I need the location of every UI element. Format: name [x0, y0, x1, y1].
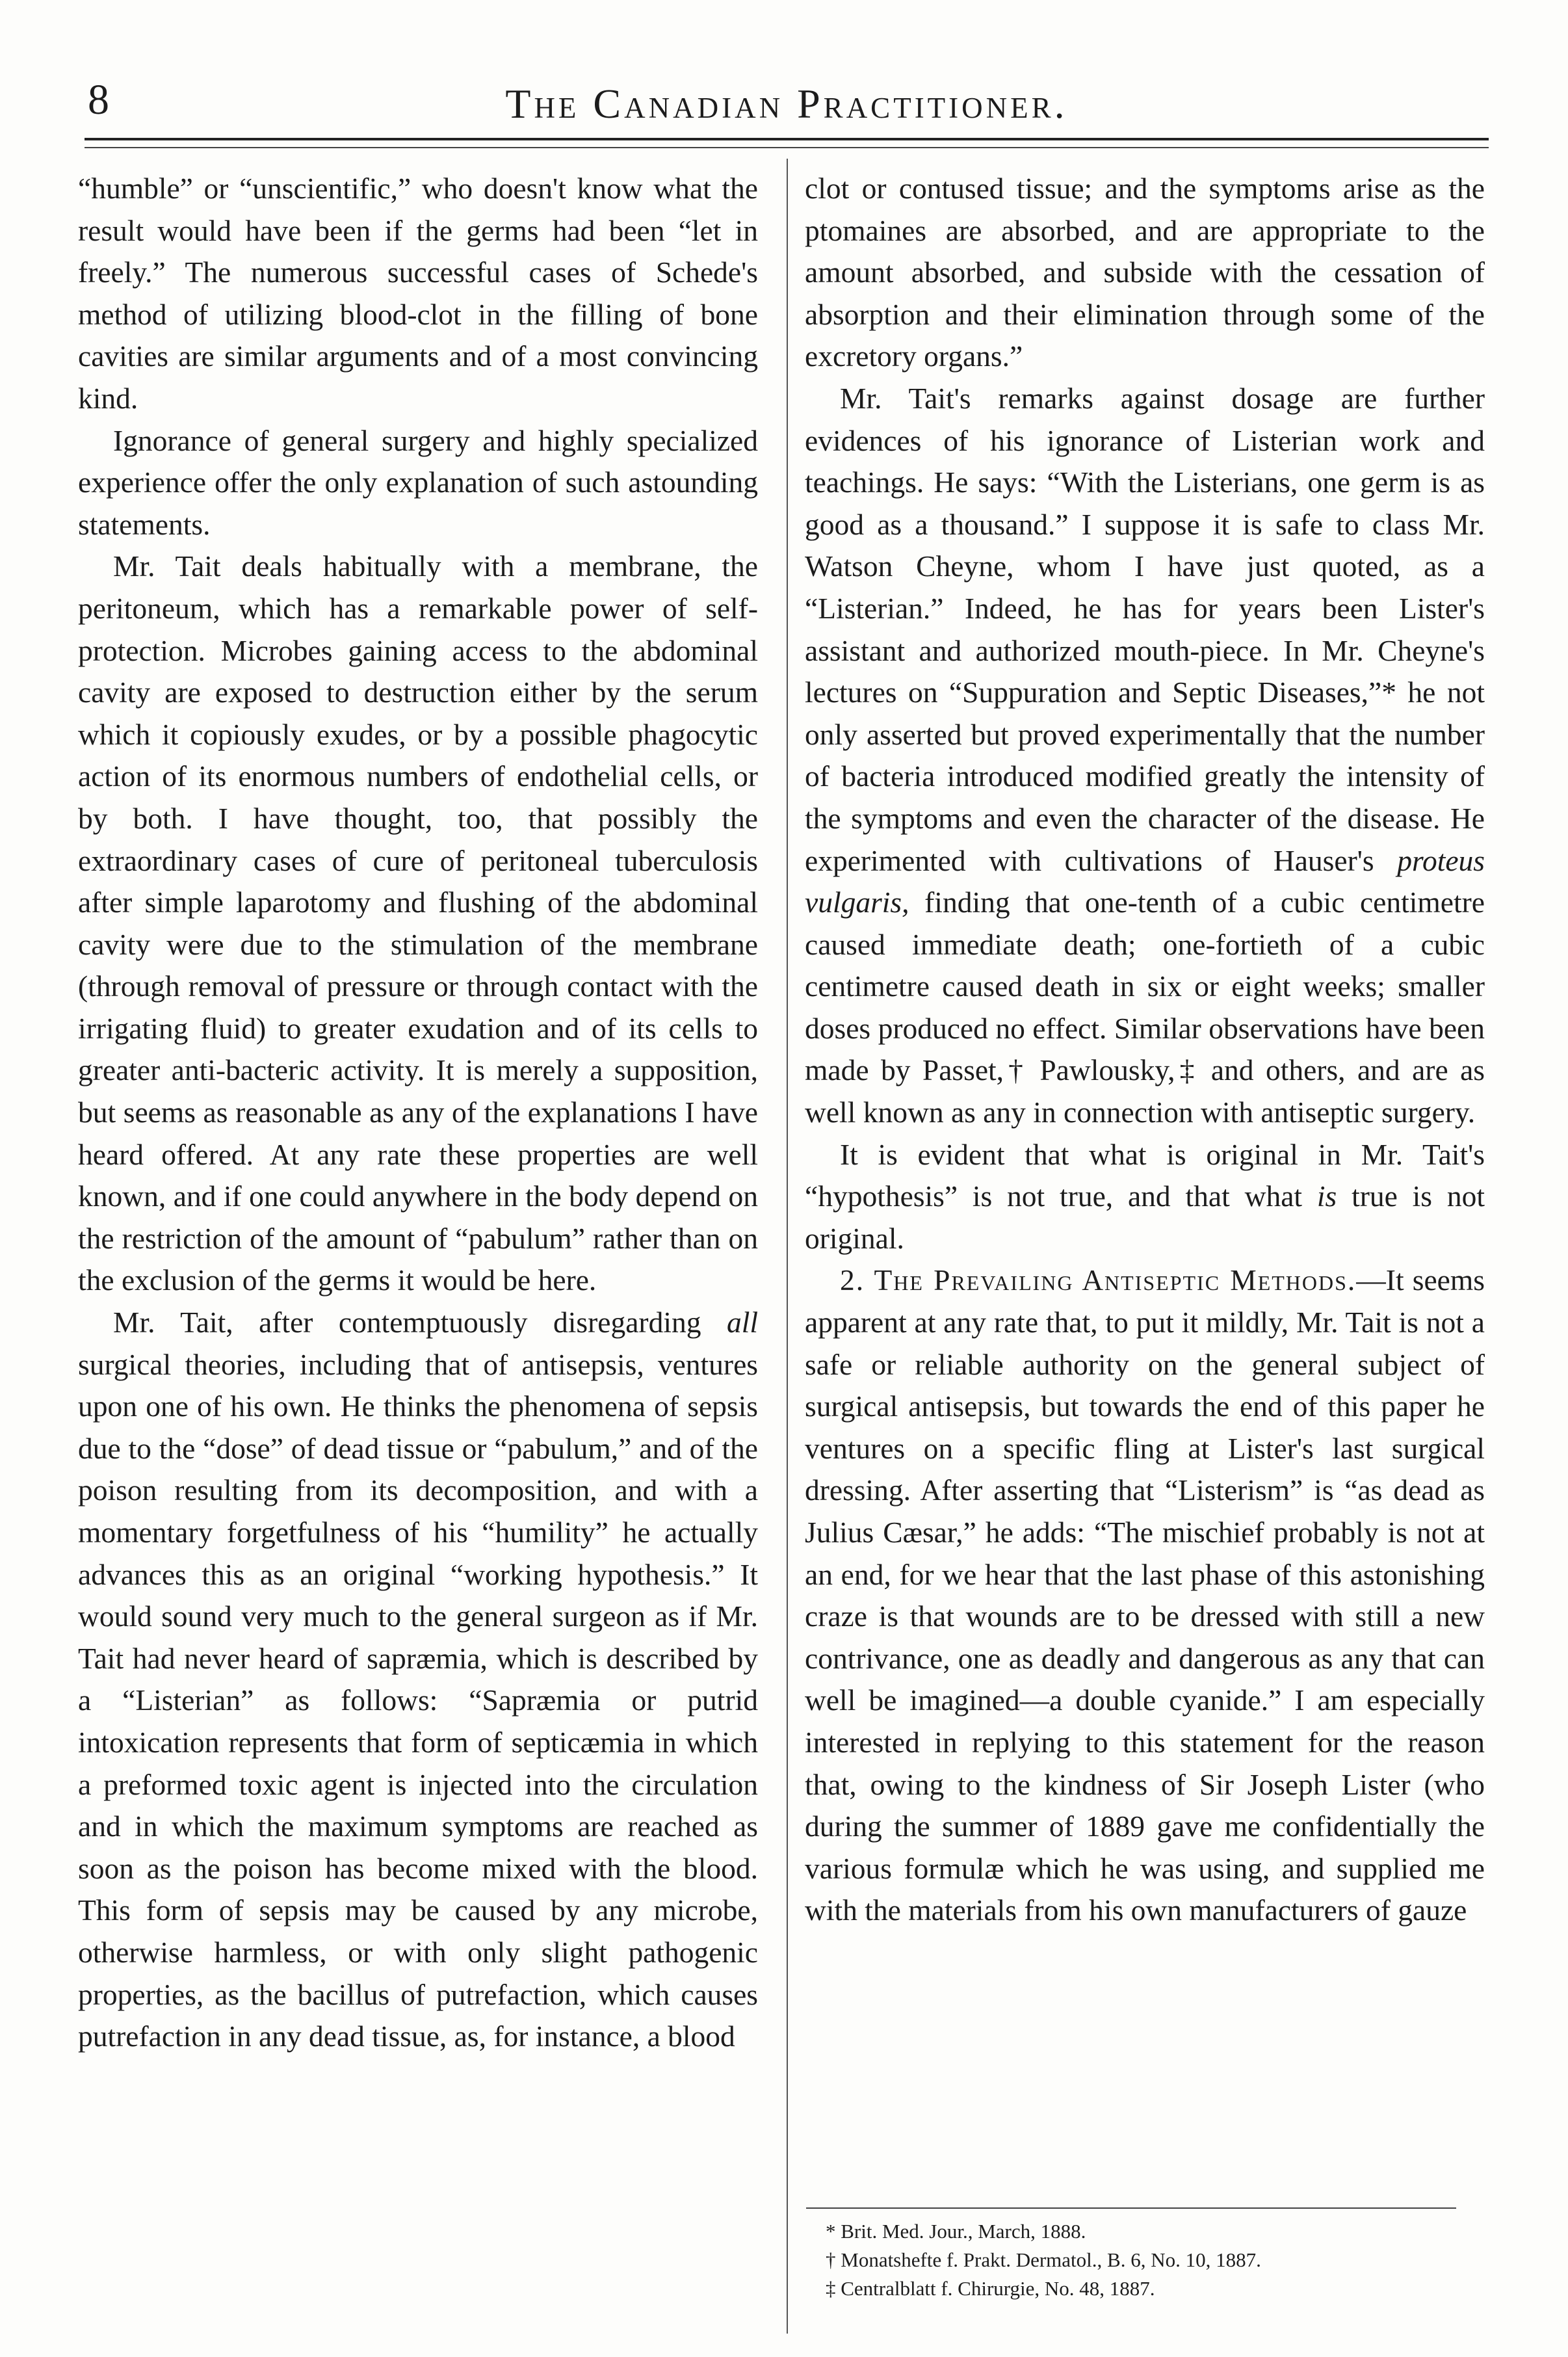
paragraph: “humble” or “unscientific,” who doesn't know what the result would have been if the germs had been “let in freely.” The numerous successful cases of Schede's method of utilizing blood-clot in the filling of bone cavities are similar arguments and of a most convincing kind.	[78, 172, 758, 415]
text-run: true is not original.	[805, 1179, 1485, 1255]
header-rule-thin	[85, 147, 1489, 148]
text-run: —It seems apparent at any rate that, to put it mildly, Mr. Tait is not a safe or reliable authority on the general subject of surgical antisepsis, but towards the end of this paper he ventures on a specific fling at Lister's last surgical dressing. After asserting that “Listerism” is “as dead as Julius Cæsar,” he adds: “The mischief probably is not at an end, for we hear that the last phase of this astonishing craze is that wounds are to be dressed with still a new contrivance, one as deadly and dangerous as any that can well be imagined—a double cyanide.” I am especially interested in replying to this statement for the reason that, owing to the kindness of Sir Joseph Lister (who during the summer of 1889 gave me confidentially the various formulæ which he was using, and supplied me with the materials from his own manufacturers of gauze	[805, 1263, 1485, 1927]
column-divider	[787, 159, 788, 2334]
paragraph	[805, 378, 1485, 1134]
text-run: Mr. Tait's remarks against dosage are further evidences of his ignorance of Listerian work and teachings. He says: “With the Listerians, one germ is as good as a thousand.” I suppose it is safe to class Mr. Watson Cheyne, whom I have just quoted, as a “Listerian.” Indeed, he has for years been Lister's assistant and authorized mouth-piece. In Mr. Cheyne's lectures on “Suppuration and Septic Diseases,”* he not only asserted but proved experimentally that the number of bacteria introduced modified greatly the intensity of the symptoms and even the character of the disease. He experimented with cultivations of Hauser's	[805, 381, 1485, 877]
header-rule	[85, 138, 1489, 140]
running-title: The Canadian Practitioner.	[505, 81, 1068, 127]
text-run: Mr. Tait, after contemptuously disregarding	[113, 1306, 727, 1339]
paragraph	[78, 1302, 758, 2058]
text-run: It is evident that what is original in Mr. Tait's “hypothesis” is not true, and that what	[805, 1137, 1485, 1213]
footnote: * Brit. Med. Jour., March, 1888.	[826, 2220, 1086, 2243]
footnotes	[826, 2217, 1476, 2303]
italic-text: proteus vulgaris,	[805, 843, 1485, 919]
italic-text: all	[726, 1306, 758, 1339]
paragraph	[805, 1134, 1485, 1260]
paragraph: clot or contused tissue; and the symptoms arise as the ptomaines are absorbed, and are appropriate to the amount absorbed, and subside with the cessation of absorption and their elimination through some of the excretory organs.”	[805, 172, 1485, 373]
paragraph: Ignorance of general surgery and highly specialized experience offer the only explanation of such astounding statements.	[78, 423, 758, 541]
footnote: † Monatshefte f. Prakt. Dermatol., B. 6, No. 10, 1887.	[826, 2248, 1261, 2271]
text-run: surgical theories, including that of antisepsis, ventures upon one of his own. He thinks the phenomena of sepsis due to the “dose” of dead tissue or “pabulum,” and of the poison resulting from its decomposition, and with a momentary forgetfulness of his “humility” he actually advances this as an original “working hypothesis.” It would sound very much to the general surgeon as if Mr. Tait had never heard of sapræmia, which is described by a “Listerian” as follows: “Sapræmia or putrid intoxication represents that form of septicæmia in which a preformed toxic agent is injected into the circulation and in which the maximum symptoms are reached as soon as the poison has become mixed with the blood. This form of sepsis may be caused by any microbe, otherwise harmless, or with only slight pathogenic properties, as the bacillus of putrefaction, which causes putrefaction in any dead tissue, as, for instance, a blood	[78, 1347, 758, 2053]
page-header	[78, 65, 1495, 137]
section-heading: 2. The Prevailing Antiseptic Methods.	[840, 1263, 1357, 1297]
paragraph: Mr. Tait deals habitually with a membrane, the peritoneum, which has a remarkable power of self-protection. Microbes gaining access to the abdominal cavity are exposed to destruction either by the serum which it copiously exudes, or by a possible phagocytic action of its enormous numbers of endothelial cells, or by both. I have thought, too, that possibly the extraordinary cases of cure of peritoneal tuberculosis after simple laparotomy and flushing of the abdominal cavity were due to the stimulation of the membrane (through removal of pressure or through contact with the irrigating fluid) to greater exudation and of its cells to greater anti-bacteric activity. It is merely a supposition, but seems as reasonable as any of the explanations I have heard offered. At any rate these properties are well known, and if one could anywhere in the body depend on the restriction of the amount of “pabulum” rather than on the exclusion of the germs it would be here.	[78, 549, 758, 1297]
left-column	[78, 168, 758, 2058]
italic-text: is	[1316, 1179, 1337, 1213]
footnote: ‡ Centralblatt f. Chirurgie, No. 48, 1887.	[826, 2277, 1155, 2300]
text-run: finding that one-tenth of a cubic centimetre caused immediate death; one-fortieth of a cubic centimetre caused death in six or eight weeks; smaller doses produced no effect. Similar observations have been made by Passet,† Pawlousky,‡ and others, and are as well known as any in connection with antiseptic surgery.	[805, 886, 1485, 1129]
paragraph	[805, 1259, 1485, 1932]
right-column	[805, 168, 1485, 1932]
page-number: 8	[88, 76, 109, 124]
footnote-rule	[806, 2207, 1456, 2209]
